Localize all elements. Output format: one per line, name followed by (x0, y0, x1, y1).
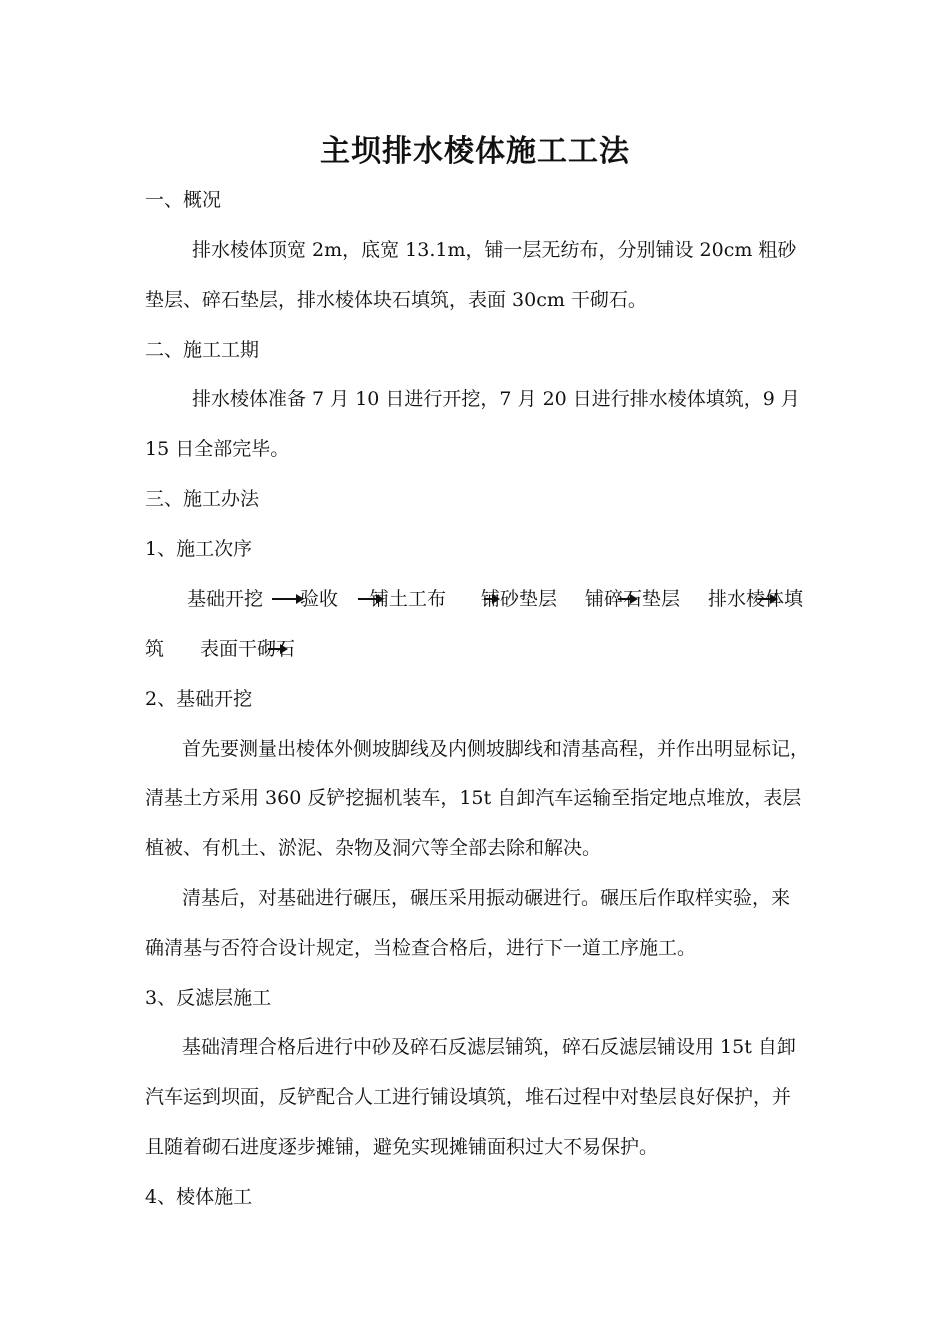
paragraph-line: 汽车运到坝面，反铲配合人工进行铺设填筑，堆石过程中对垫层良好保护，并 (145, 1086, 792, 1108)
section-heading-overview: 一、概况 (145, 189, 222, 211)
subsection-heading-filter: 3、反滤层施工 (145, 987, 272, 1009)
subsection-heading-sequence: 1、施工次序 (145, 538, 253, 560)
section-heading-method: 三、施工办法 (145, 488, 260, 510)
section-heading-schedule: 二、施工工期 (145, 339, 260, 361)
flow-step-acceptance: 验收 (300, 588, 339, 610)
arrow-right-icon (272, 598, 298, 600)
paragraph-line: 基础清理合格后进行中砂及碎石反滤层铺筑，碎石反滤层铺设用 15t 自卸 (182, 1036, 796, 1058)
flow-step-prism-fill-cont: 筑 (145, 638, 165, 660)
paragraph-line: 清基后，对基础进行碾压，碾压采用振动碾进行。碾压后作取样实验，来 (182, 887, 791, 909)
flow-step-gravel-cushion: 铺碎石垫层 (585, 588, 681, 610)
paragraph-line: 垫层、碎石垫层，排水棱体块石填筑，表面 30cm 干砌石。 (145, 289, 647, 311)
flow-step-sand-cushion: 铺砂垫层 (481, 588, 558, 610)
paragraph-line: 植被、有机土、淤泥、杂物及洞穴等全部去除和解决。 (145, 837, 602, 859)
paragraph-line: 清基土方采用 360 反铲挖掘机装车，15t 自卸汽车运输至指定地点堆放，表层 (145, 787, 802, 809)
document-title: 主坝排水棱体施工工法 (320, 134, 630, 169)
flow-step-excavation: 基础开挖 (187, 588, 264, 610)
paragraph-line: 排水棱体顶宽 2m，底宽 13.1m，铺一层无纺布，分别铺设 20cm 粗砂 (192, 239, 797, 261)
paragraph-line: 确清基与否符合设计规定，当检查合格后，进行下一道工序施工。 (145, 937, 697, 959)
flow-step-geotextile: 铺土工布 (370, 588, 447, 610)
flow-step-dry-masonry: 表面干砌石 (200, 638, 296, 660)
paragraph-line: 排水棱体准备 7 月 10 日进行开挖，7 月 20 日进行排水棱体填筑，9 月 (192, 388, 800, 410)
paragraph-line: 首先要测量出棱体外侧坡脚线及内侧坡脚线和清基高程，并作出明显标记， (182, 738, 810, 760)
paragraph-line: 且随着砌石进度逐步摊铺，避免实现摊铺面积过大不易保护。 (145, 1136, 659, 1158)
flow-step-prism-fill: 排水棱体填 (708, 588, 804, 610)
paragraph-line: 15 日全部完毕。 (145, 438, 290, 460)
subsection-heading-prism: 4、棱体施工 (145, 1186, 253, 1208)
subsection-heading-excavation: 2、基础开挖 (145, 688, 253, 710)
